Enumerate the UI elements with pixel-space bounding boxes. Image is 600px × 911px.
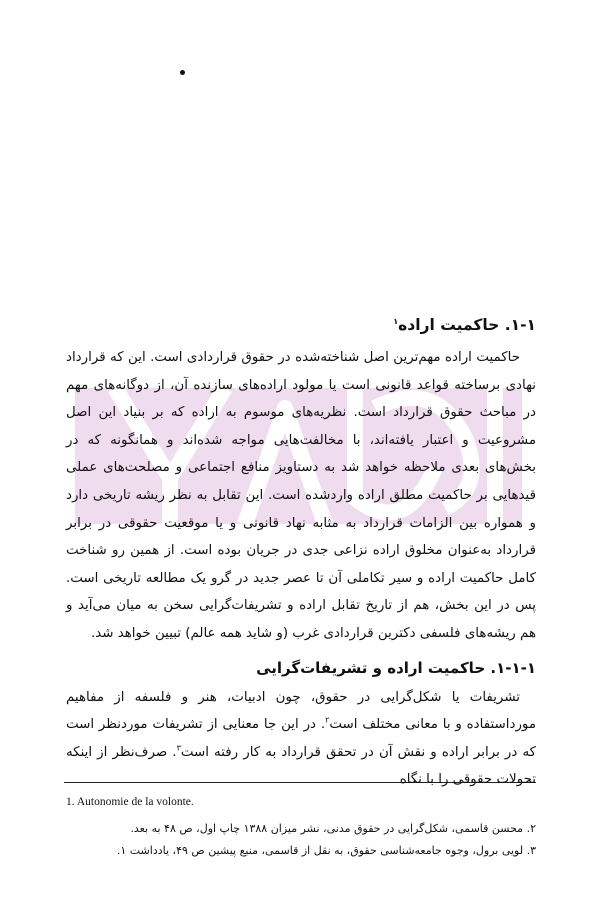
subsection-title: حاکمیت اراده و تشریفات‌گرایی <box>256 658 486 677</box>
section-title: حاکمیت اراده <box>398 316 500 334</box>
page-body <box>66 312 536 794</box>
paragraph-formalism-part-3: . صرف‌نظر از اینکه تحولات حقوقی را با نگاه <box>66 744 536 788</box>
paragraph-sovereignty-of-will: حاکمیت اراده مهم‌ترین اصل شناخته‌شده در حقوق قراردادی است. این که قرارداد نهادی برساخته قواعد قانونی است یا مولود اراده‌های سازنده آن، از دوگانه‌های مهم در مباحث حقوق قرارداد است. نظریه‌های موسوم به اراده که بر بنیاد این اصل مشروعیت و اعتبار یافته‌اند، با مخالفت‌هایی مواجه شده‌اند و همانگونه که در بخش‌های بعدی ملاحظه خواهد شد به دستاویز منافع اجتماعی و مصلحت‌های عملی قیدهایی بر حاکمیت مطلق اراده واردشده است. این تقابل به نظر ریشه تاریخی دارد و همواره بین الزامات قرارداد به مثابه نهاد قانونی و یا موقعیت حقوقی در برابر قرارداد به‌عنوان مخلوق اراده نزاعی جدی در جریان بوده است. از همین رو شناخت کامل حاکمیت اراده و سیر تکاملی آن تا عصر جدید در گرو یک مطالعه تاریخی است. پس در این بخش، هم از تاریخ تقابل اراده و تشریفات‌گرایی سخن به میان می‌آید و هم ریشه‌های فلسفی دکترین قراردادی غرب (و شاید همه عالم) تبیین خواهد شد. <box>66 350 536 641</box>
section-number: ۱-۱. <box>504 316 536 334</box>
paragraph-formalism-part-1: تشریفات یا شکل‌گرایی در حقوق، چون ادبیات، هنر و فلسفه از مفاهیم مورداستفاده و با معانی مختلف است <box>66 689 536 733</box>
footnote-ref-1[interactable]: ۱ <box>393 316 399 326</box>
paragraph-formalism <box>66 684 536 794</box>
footnote-1: 1. Autonomie de la volonte. <box>66 796 194 808</box>
paragraph-formalism-part-2: . در این جا معنایی از تشریفات موردنظر است که در برابر اراده و نقش آن در تحقق قرارداد به کار رفته است <box>66 717 536 760</box>
footnote-2: ۲. محسن قاسمی، شکل‌گرایی در حقوق مدنی، نشر میزان ۱۳۸۸ چاپ اول، ص ۴۸ به بعد. <box>130 822 536 835</box>
subsection-number: ۱-۱-۱. <box>490 658 536 677</box>
footnote-ref-2[interactable]: ۲ <box>325 715 330 725</box>
footnote-3: ۳. لویی برول، وجوه جامعه‌شناسی حقوق، به نقل از قاسمی، منبع پیشین ص ۴۹، یادداشت ۱. <box>116 844 536 857</box>
stray-dot-mark <box>180 70 185 75</box>
subsection-heading <box>66 654 536 682</box>
footnotes-list <box>66 818 536 862</box>
section-heading <box>66 312 536 338</box>
footnote-ref-3[interactable]: ۳ <box>176 743 181 753</box>
